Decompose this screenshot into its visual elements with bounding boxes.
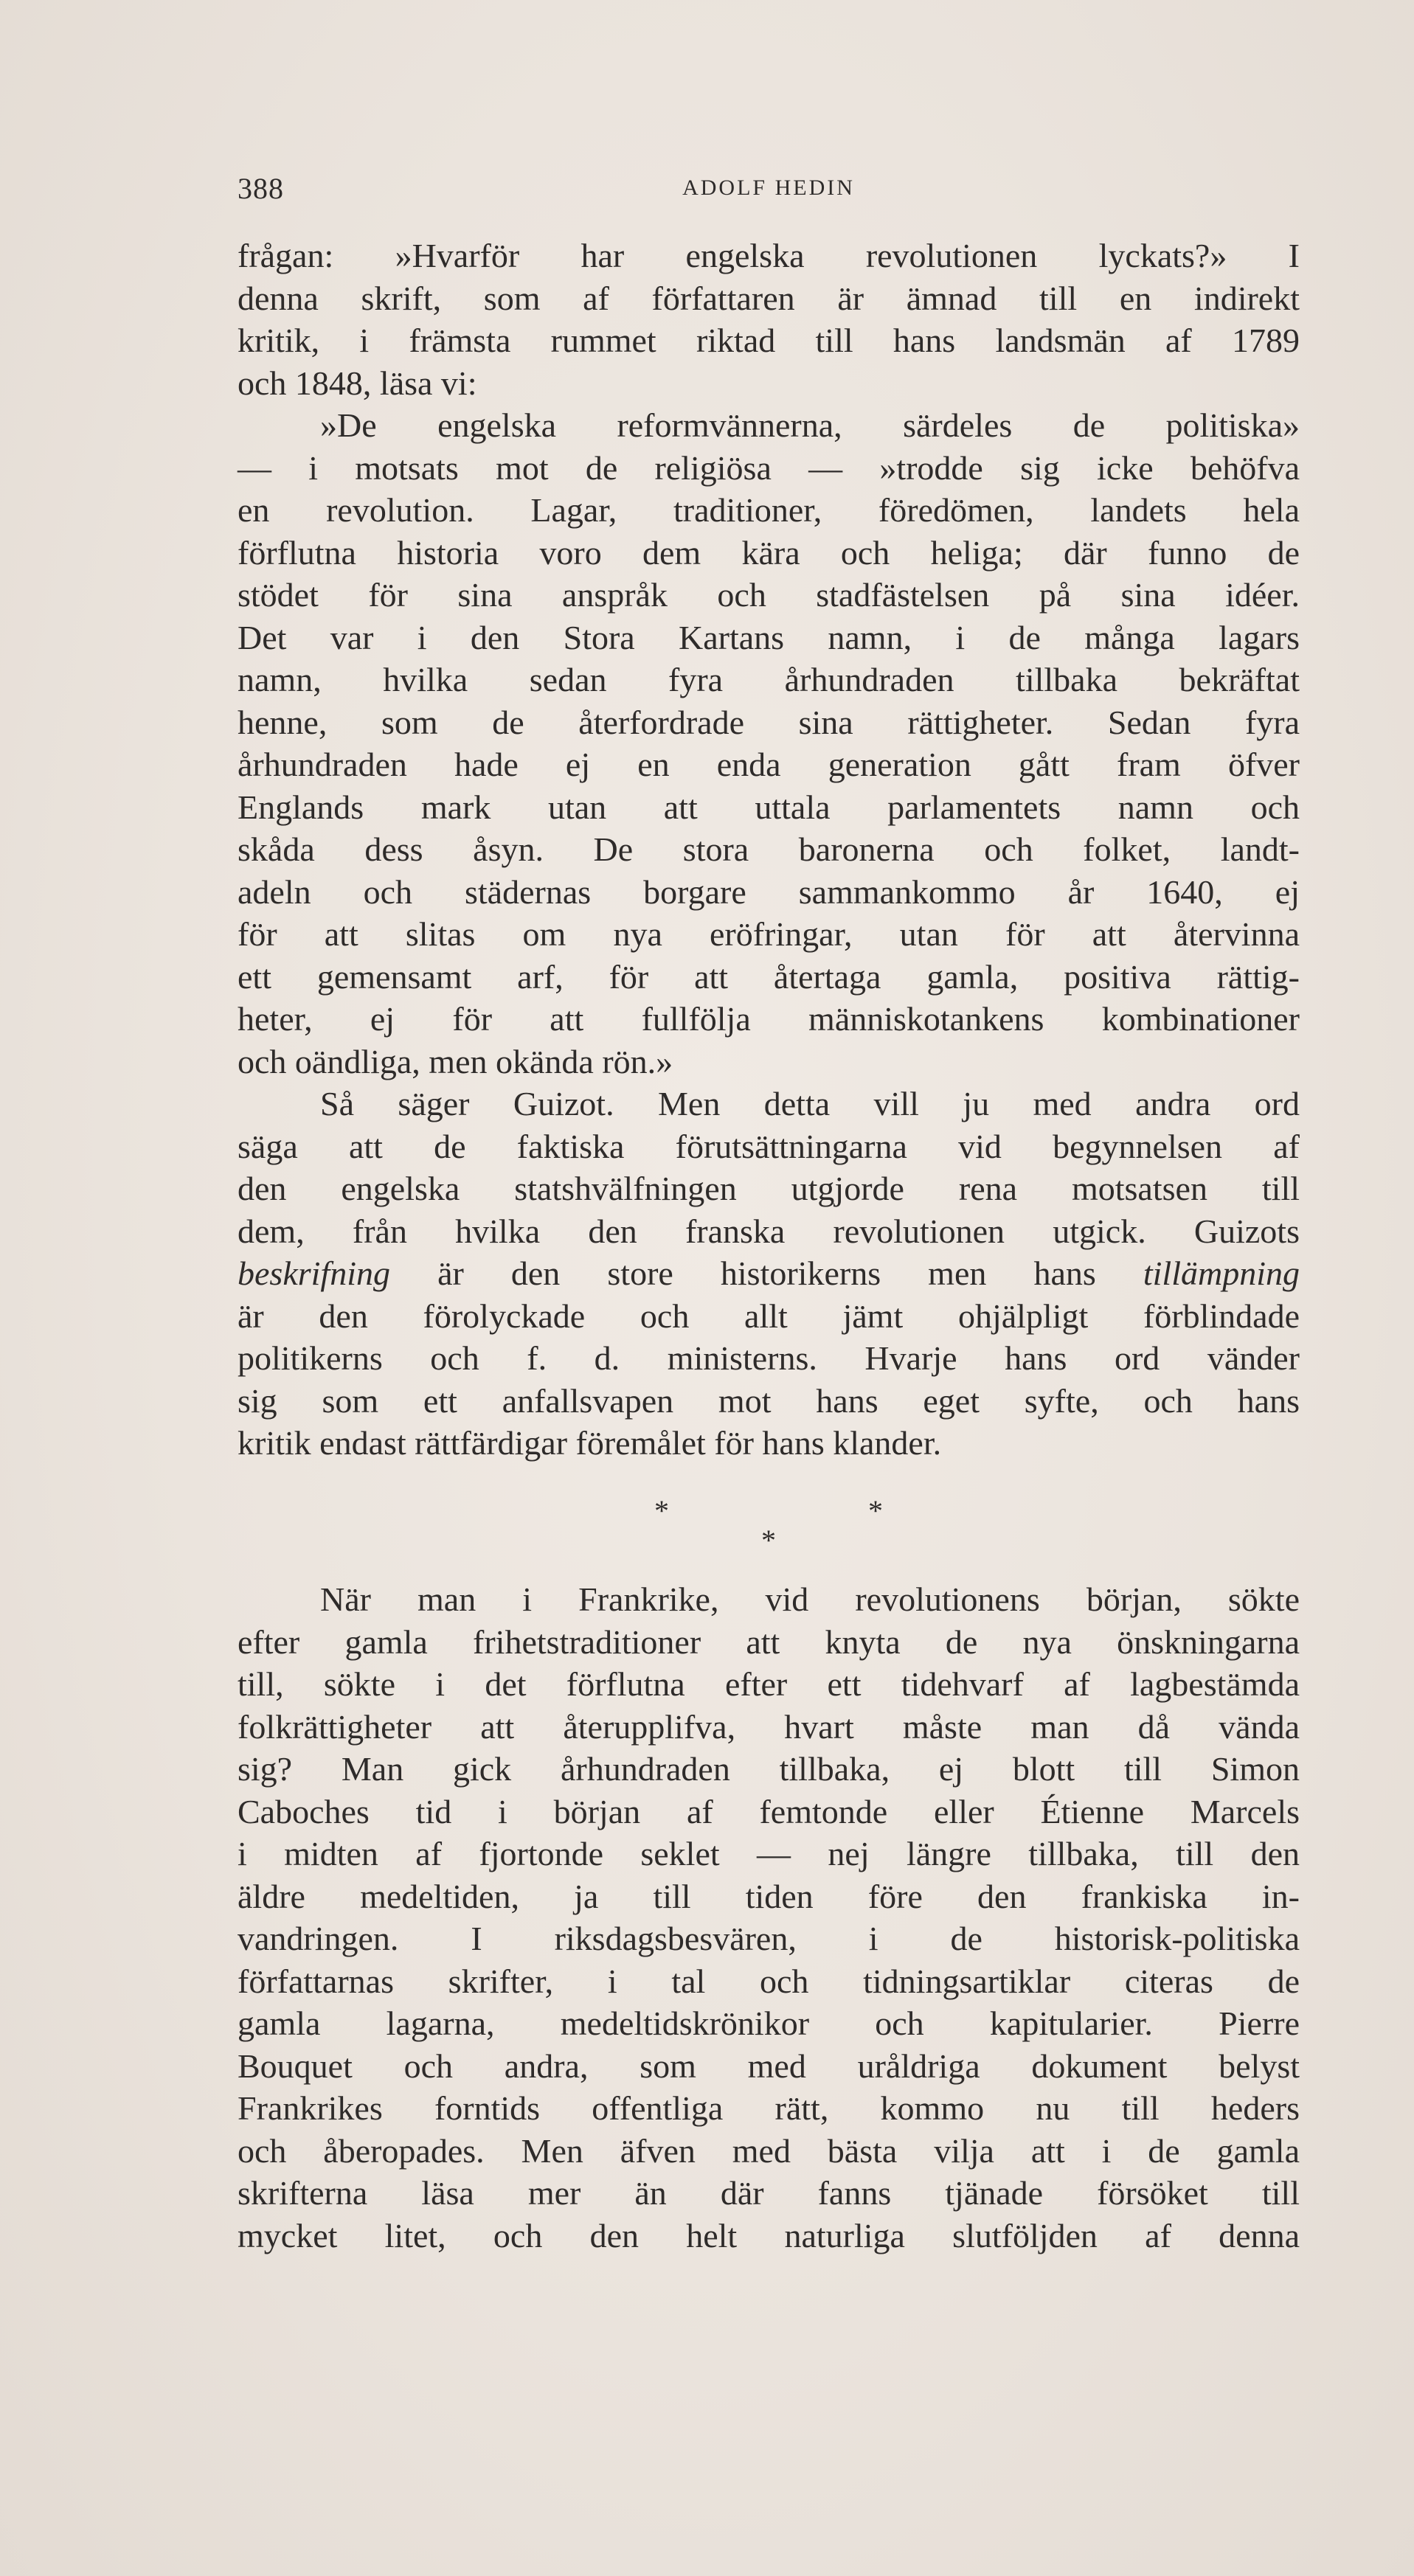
text-block-1 xyxy=(238,235,1300,1465)
text-line: sig? Man gick århundraden tillbaka, ej blott till Simon xyxy=(238,1750,1300,1788)
text-line: folkrättigheter att återupplifva, hvart måste man då vända xyxy=(238,1707,1300,1746)
italic-word: beskrifning xyxy=(238,1254,390,1292)
text-line: frågan: »Hvarför har engelska revolutionen lyckats?» I xyxy=(238,237,1300,274)
asterisk: * xyxy=(868,1494,883,1527)
text-line: och oändliga, men okända rön.» xyxy=(238,1042,673,1080)
text-line: namn, hvilka sedan fyra århundraden tillbaka bekräftat xyxy=(238,661,1300,698)
text-line: och åberopades. Men äfven med bästa vilja att i de gamla xyxy=(238,2131,1300,2170)
text-line: Bouquet och andra, som med uråldriga dokument belyst xyxy=(238,2046,1300,2085)
text-line: äldre medeltiden, ja till tiden före den frankiska in- xyxy=(238,1877,1300,1915)
text-line: När man i Frankrike, vid revolutionens början, sökte xyxy=(320,1580,1300,1618)
text-line: politikerns och f. d. ministerns. Hvarje hans ord vänder xyxy=(238,1339,1300,1377)
running-head: ADOLF HEDIN xyxy=(682,176,855,200)
text-line: och 1848, läsa vi: xyxy=(238,364,477,402)
text-line: förflutna historia voro dem kära och heliga; där funno de xyxy=(238,533,1300,572)
text-line: dem, från hvilka den franska revolutionen utgick. Guizots xyxy=(238,1212,1300,1250)
text-line: Så säger Guizot. Men detta vill ju med andra ord xyxy=(320,1085,1300,1122)
text-line: Caboches tid i början af femtonde eller Étienne Marcels xyxy=(238,1792,1300,1830)
text-line: heter, ej för att fullfölja människotankens kombinationer xyxy=(238,1000,1300,1038)
text-line: är den förolyckade och allt jämt ohjälpligt förblindade xyxy=(238,1296,1300,1335)
text-line: skåda dess åsyn. De stora baronerna och folket, landt- xyxy=(238,830,1300,868)
page-header xyxy=(238,171,1300,215)
section-break-asterism xyxy=(238,1493,1300,1560)
text-line: — i motsats mot de religiösa — »trodde sig icke behöfva xyxy=(238,448,1300,487)
text-block-2 xyxy=(238,1578,1300,2257)
text-line: kritik endast rättfärdigar föremålet för hans klander. xyxy=(238,1424,942,1462)
asterisk: * xyxy=(761,1524,776,1557)
text-span: är den store historikerns men hans xyxy=(389,1254,1143,1292)
text-line: den engelska statshvälfningen utgjorde rena motsatsen till xyxy=(238,1170,1300,1207)
text-line: vandringen. I riksdagsbesvären, i de historisk-politiska xyxy=(238,1920,1300,1957)
text-line: säga att de faktiska förutsättningarna vid begynnelsen af xyxy=(238,1127,1300,1165)
text-line: ett gemensamt arf, för att återtaga gamla, positiva rättig- xyxy=(238,957,1300,996)
text-line: efter gamla frihetstraditioner att knyta de nya önskningarna xyxy=(238,1622,1300,1661)
text-line: mycket litet, och den helt naturliga slutföljden af denna xyxy=(238,2216,1300,2254)
text-line: Det var i den Stora Kartans namn, i de många lagars xyxy=(238,618,1300,656)
italic-word: tillämpning xyxy=(1143,1254,1300,1292)
text-line: »De engelska reformvännerna, särdeles de politiska» xyxy=(320,406,1300,444)
asterisk: * xyxy=(654,1494,669,1527)
page-number: 388 xyxy=(238,172,284,205)
text-line: för att slitas om nya eröfringar, utan för att återvinna xyxy=(238,915,1300,953)
text-line: en revolution. Lagar, traditioner, föredömen, landets hela xyxy=(238,491,1300,529)
text-line-with-italics xyxy=(238,1252,1300,1295)
text-line: författarnas skrifter, i tal och tidningsartiklar citeras de xyxy=(238,1962,1300,2000)
text-line: sig som ett anfallsvapen mot hans eget syfte, och hans xyxy=(238,1381,1300,1420)
text-line: skrifterna läsa mer än där fanns tjänade försöket till xyxy=(238,2174,1300,2212)
text-line: adeln och städernas borgare sammankommo år 1640, ej xyxy=(238,872,1300,911)
text-line: stödet för sina anspråk och stadfästelsen på sina idéer. xyxy=(238,576,1300,614)
text-line: århundraden hade ej en enda generation gått fram öfver xyxy=(238,746,1300,783)
text-line: till, sökte i det förflutna efter ett tidehvarf af lagbestämda xyxy=(238,1665,1300,1703)
text-line: henne, som de återfordrade sina rättigheter. Sedan fyra xyxy=(238,703,1300,741)
text-line: denna skrift, som af författaren är ämnad till en indirekt xyxy=(238,279,1300,317)
text-line: gamla lagarna, medeltidskrönikor och kapitularier. Pierre xyxy=(238,2004,1300,2042)
text-line: kritik, i främsta rummet riktad till hans landsmän af 1789 xyxy=(238,322,1300,359)
text-line: Frankrikes forntids offentliga rätt, kommo nu till heders xyxy=(238,2089,1300,2127)
text-line: i midten af fjortonde seklet — nej längre tillbaka, till den xyxy=(238,1835,1300,1872)
text-line: Englands mark utan att uttala parlamentets namn och xyxy=(238,788,1300,826)
